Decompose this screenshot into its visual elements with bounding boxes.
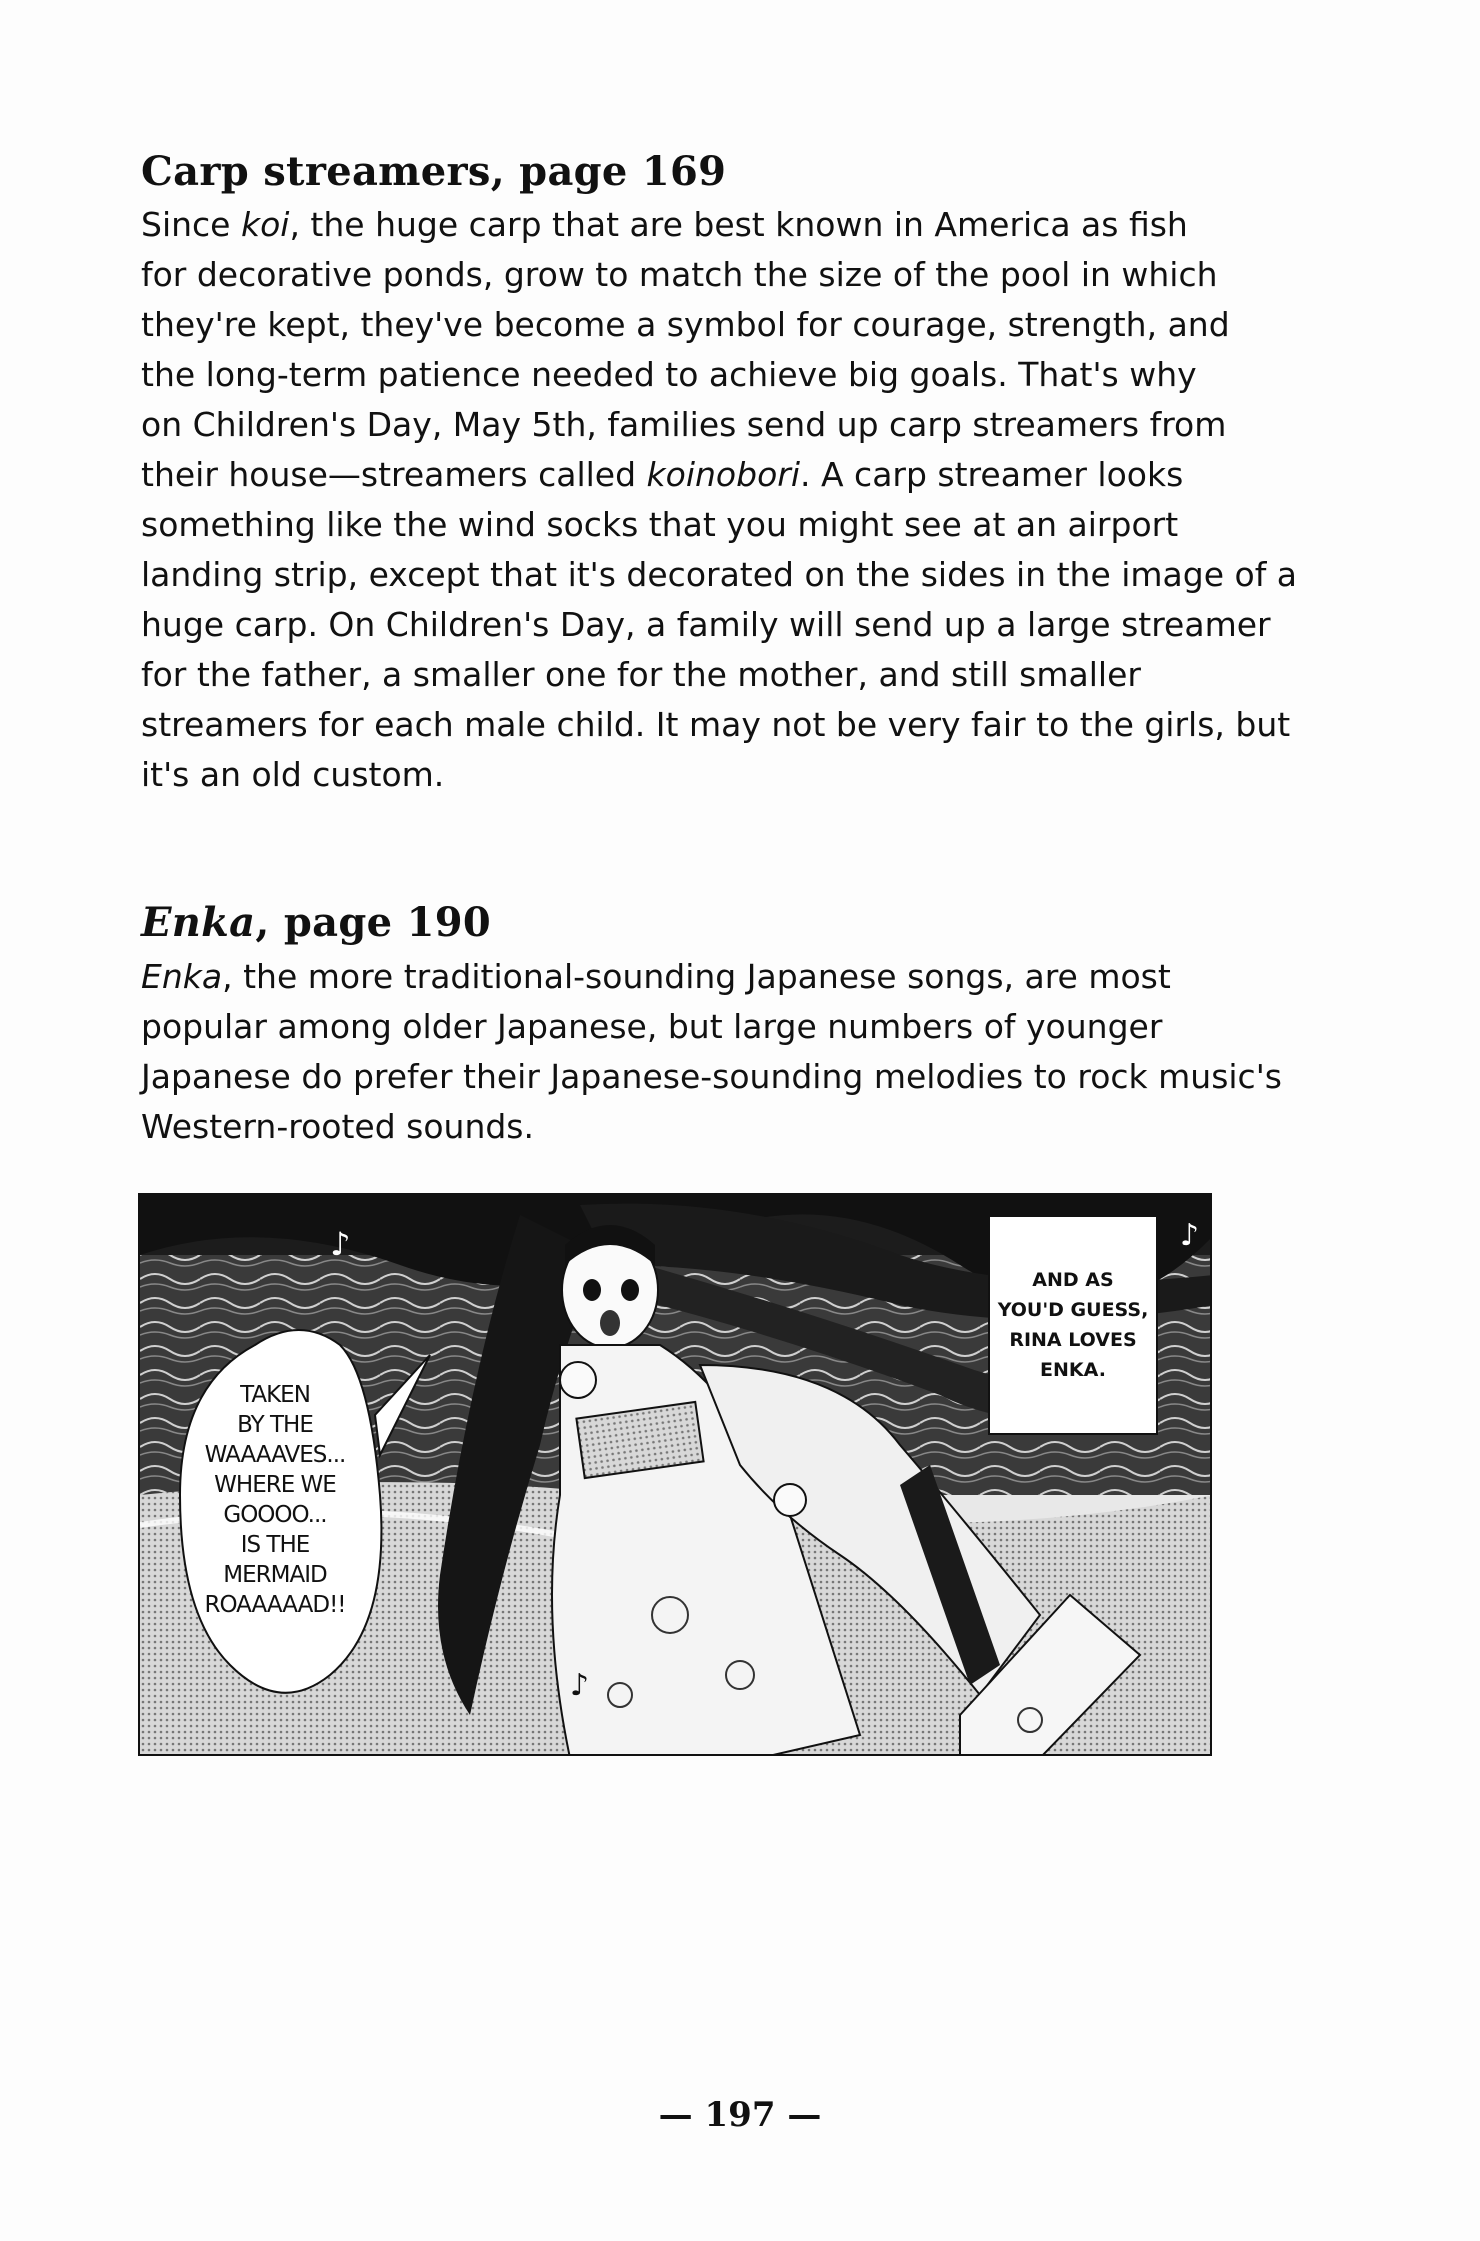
text-run: on Children's Day, May 5th, families send up carp streamers from bbox=[141, 405, 1227, 444]
speech-line: ROAAAAAD!! bbox=[204, 1592, 346, 1618]
text-line bbox=[141, 400, 1381, 450]
text-line bbox=[141, 952, 1381, 1002]
text-run: , the huge carp that are best known in America as fish bbox=[289, 205, 1188, 244]
speech-line: TAKEN bbox=[240, 1382, 310, 1408]
text-line bbox=[141, 350, 1381, 400]
text-line bbox=[141, 250, 1381, 300]
text-line bbox=[141, 200, 1381, 250]
text-run: streamers for each male child. It may not be very fair to the girls, but bbox=[141, 705, 1291, 744]
text-line bbox=[141, 450, 1381, 500]
text-run: for the father, a smaller one for the mother, and still smaller bbox=[141, 655, 1141, 694]
text-run: Japanese do prefer their Japanese-sounding melodies to rock music's bbox=[141, 1057, 1282, 1096]
text-run: for decorative ponds, grow to match the size of the pool in which bbox=[141, 255, 1218, 294]
speech-line: WHERE WE bbox=[214, 1472, 336, 1498]
italic-term: koinobori bbox=[646, 455, 800, 494]
svg-text:♪: ♪ bbox=[570, 1668, 590, 1703]
text-line bbox=[141, 650, 1381, 700]
text-run: they're kept, they've become a symbol for courage, strength, and bbox=[141, 305, 1230, 344]
text-line bbox=[141, 1002, 1381, 1052]
caption-line: AND AS bbox=[1032, 1269, 1114, 1291]
text-run: it's an old custom. bbox=[141, 755, 445, 794]
speech-line: BY THE bbox=[237, 1412, 313, 1438]
speech-line: WAAAAVES... bbox=[204, 1442, 346, 1468]
text-line bbox=[141, 700, 1381, 750]
caption-line: ENKA. bbox=[1040, 1359, 1106, 1381]
heading-enka-page: , page 190 bbox=[255, 899, 491, 946]
text-run: popular among older Japanese, but large numbers of younger bbox=[141, 1007, 1163, 1046]
text-run: their house—streamers called bbox=[141, 455, 647, 494]
italic-term: Enka bbox=[141, 957, 223, 996]
text-line bbox=[141, 550, 1381, 600]
text-line bbox=[141, 600, 1381, 650]
text-run: the long-term patience needed to achieve big goals. That's why bbox=[141, 355, 1197, 394]
text-run: . A carp streamer looks bbox=[800, 455, 1184, 494]
text-run: landing strip, except that it's decorated on the sides in the image of a bbox=[141, 555, 1298, 594]
text-line bbox=[141, 1102, 1381, 1152]
text-line bbox=[141, 500, 1381, 550]
speech-line: GOOOO... bbox=[223, 1502, 327, 1528]
text-run: something like the wind socks that you might see at an airport bbox=[141, 505, 1179, 544]
text-line bbox=[141, 750, 1381, 800]
text-run: Since bbox=[141, 205, 241, 244]
svg-text:♪: ♪ bbox=[1180, 1218, 1200, 1253]
caption-box bbox=[988, 1215, 1158, 1435]
speech-bubble bbox=[180, 1365, 370, 1635]
text-run: Western-rooted sounds. bbox=[141, 1107, 534, 1146]
text-run: , the more traditional-sounding Japanese songs, are most bbox=[222, 957, 1171, 996]
heading-enka bbox=[141, 899, 491, 946]
speech-line: MERMAID bbox=[223, 1562, 327, 1588]
text-line bbox=[141, 1052, 1381, 1102]
carp-streamers-paragraph bbox=[141, 200, 1381, 800]
heading-carp-streamers: Carp streamers, page 169 bbox=[141, 148, 727, 195]
italic-term: koi bbox=[240, 205, 290, 244]
text-run: huge carp. On Children's Day, a family will send up a large streamer bbox=[141, 605, 1271, 644]
svg-text:♪: ♪ bbox=[330, 1225, 351, 1263]
caption-line: RINA LOVES bbox=[1009, 1329, 1137, 1351]
heading-enka-term: Enka bbox=[141, 899, 256, 946]
manga-panel bbox=[138, 1193, 1212, 1756]
enka-paragraph bbox=[141, 952, 1381, 1152]
caption-line: YOU'D GUESS, bbox=[997, 1299, 1149, 1321]
text-line bbox=[141, 300, 1381, 350]
speech-line: IS THE bbox=[240, 1532, 310, 1558]
page-number: — 197 — bbox=[658, 2095, 822, 2135]
